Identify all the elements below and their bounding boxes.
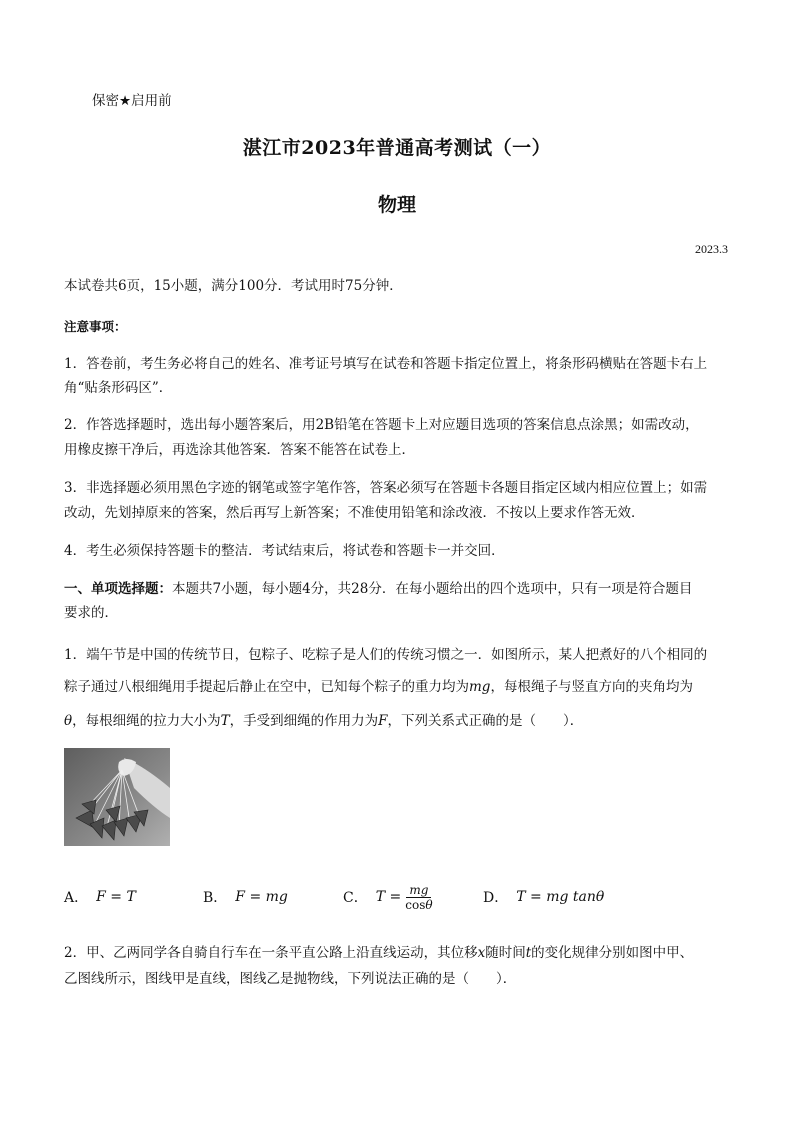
option-d-label: D．	[483, 890, 509, 906]
notice-item-3-line-2: 改动，先划掉原来的答案，然后再写上新答案；不准使用铅笔和涂改液．不按以上要求作答无效．	[64, 505, 645, 521]
option-a-expr: F = T	[96, 889, 136, 905]
option-b[interactable]	[203, 880, 288, 914]
zongzi-photo	[64, 748, 170, 846]
option-c-fraction	[405, 883, 432, 912]
option-a[interactable]	[64, 880, 136, 914]
option-c[interactable]	[343, 880, 433, 914]
notice-heading: 注意事项：	[64, 319, 127, 334]
notice-item-4: 4．考生必须保持答题卡的整洁．考试结束后，将试卷和答题卡一并交回．	[64, 543, 505, 559]
option-c-label: C．	[343, 890, 368, 906]
section-1-line-1	[64, 580, 734, 598]
option-b-expr: F = mg	[235, 889, 288, 905]
q2-line-1	[64, 944, 734, 962]
q2-line-1-text-b: 随时间	[485, 945, 526, 961]
section-1-text: 本题共7小题，每小题4分，共28分．在每小题给出的四个选项中，只有一项是符合题目	[172, 581, 693, 597]
option-b-label: B．	[203, 890, 228, 906]
q1-symbol-F: F	[378, 713, 388, 729]
q1-line-2-text-b: ，每根绳子与竖直方向的夹角均为	[490, 679, 693, 695]
q1-line-2-text-a: 粽子通过八根细绳用手提起后静止在空中，已知每个粽子的重力均为	[64, 679, 469, 695]
q1-symbol-T: T	[220, 713, 230, 729]
notice-item-1-line-2: 角“贴条形码区”．	[64, 380, 173, 396]
exam-date: 2023.3	[695, 242, 728, 256]
option-a-label: A．	[64, 890, 89, 906]
q1-line-3-text-b: ，手受到细绳的作用力为	[229, 713, 379, 729]
subject-title: 物理	[377, 194, 416, 216]
notice-item-2-line-2: 用橡皮擦干净后，再选涂其他答案．答案不能答在试卷上．	[64, 442, 415, 458]
confidential-label: 保密★启用前	[92, 93, 172, 109]
option-c-lhs: T =	[375, 889, 402, 905]
q2-line-1-text-a: 2．甲、乙两同学各自骑自行车在一条平直公路上沿直线运动，其位移	[64, 945, 478, 961]
notice-item-1-line-1: 1．答卷前，考生务必将自己的姓名、准考证号填写在试卷和答题卡指定位置上，将条形码横贴在答题卡右上	[64, 356, 708, 372]
option-c-numerator: mg	[406, 883, 431, 898]
q2-symbol-x: x	[477, 945, 486, 961]
q1-line-3-text-a: ，每根细绳的拉力大小为	[72, 713, 221, 729]
q2-symbol-t: t	[525, 945, 532, 961]
section-1-line-2: 要求的．	[64, 605, 118, 621]
option-d-expr: T = mg tanθ	[516, 889, 605, 905]
q2-line-1-text-c: 的变化规律分别如图中甲、	[531, 945, 694, 961]
option-c-denominator	[405, 898, 432, 912]
exam-title: 湛江市2023年普通高考测试（一）	[242, 137, 552, 159]
q1-line-3	[64, 712, 734, 730]
intro-text: 本试卷共6页，15小题，满分100分．考试用时75分钟．	[64, 278, 403, 294]
q1-line-2	[64, 678, 734, 696]
option-d[interactable]	[483, 880, 604, 914]
notice-item-3-line-1: 3．非选择题必须用黑色字迹的钢笔或签字笔作答，答案必须写在答题卡各题目指定区域内相应位置上；如需	[64, 480, 708, 496]
q1-line-1: 1．端午节是中国的传统节日，包粽子、吃粽子是人们的传统习惯之一．如图所示，某人把煮好的八个相同的	[64, 647, 708, 663]
q1-line-3-text-c: ，下列关系式正确的是（ ）．	[387, 713, 584, 729]
option-c-den-var: θ	[425, 897, 433, 912]
option-c-den-fn: cos	[405, 897, 426, 912]
q1-symbol-mg: mg	[469, 679, 491, 695]
q2-line-2: 乙图线所示，图线甲是直线，图线乙是抛物线，下列说法正确的是（ ）．	[64, 971, 517, 987]
section-1-heading: 一、单项选择题：	[64, 581, 172, 597]
notice-item-2-line-1: 2．作答选择题时，选出每小题答案后，用2B铅笔在答题卡上对应题目选项的答案信息点涂黑；如需改动，	[64, 417, 699, 433]
q1-symbol-theta: θ	[64, 713, 73, 729]
